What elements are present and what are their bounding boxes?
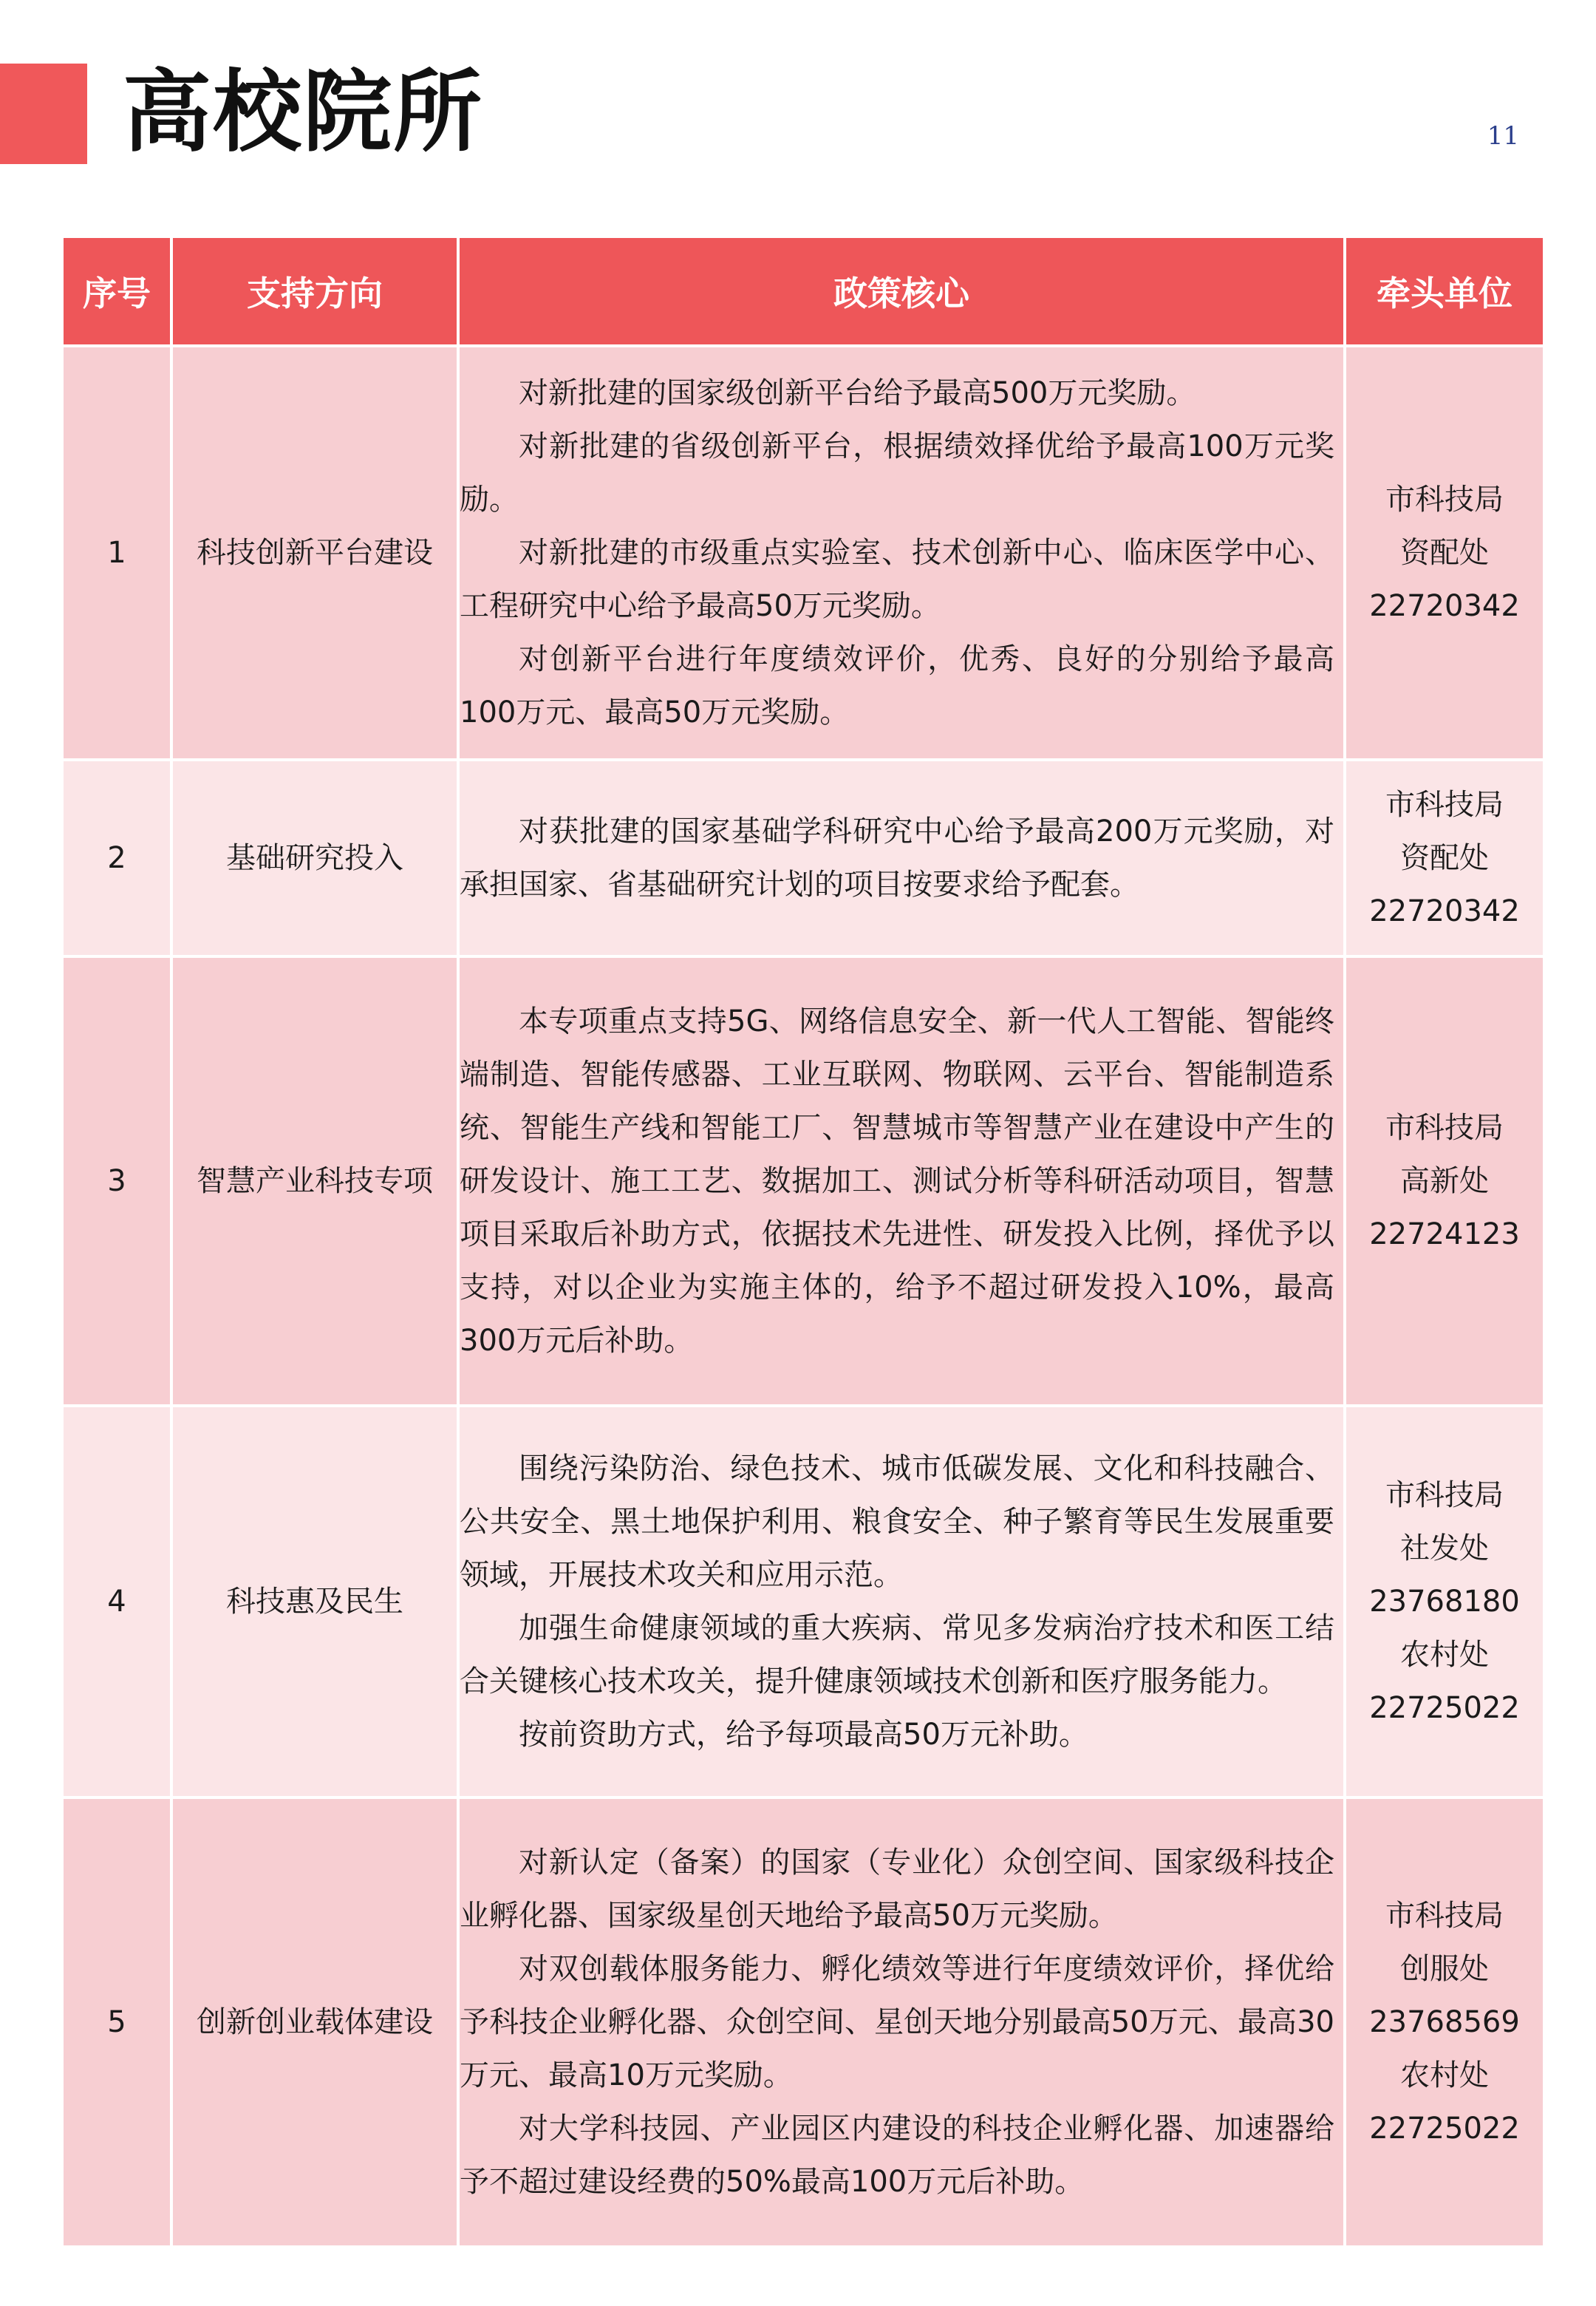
page-number: 11 — [1487, 121, 1519, 151]
row-number: 4 — [62, 1406, 171, 1797]
title-accent-bar — [0, 64, 87, 164]
policy-paragraph: 对新认定（备案）的国家（专业化）众创空间、国家级科技企业孵化器、国家级星创天地给予最高50万元奖励。 — [460, 1846, 1334, 1933]
unit-line: 高新处 — [1400, 1164, 1489, 1198]
policy-core — [458, 760, 1345, 956]
policy-paragraph: 对新批建的省级创新平台，根据绩效择优给予最高100万元奖励。 — [460, 429, 1334, 517]
table-row — [62, 1797, 1544, 2247]
support-direction: 科技创新平台建设 — [171, 346, 458, 760]
unit-line: 市科技局 — [1385, 483, 1504, 517]
lead-unit — [1345, 760, 1544, 956]
support-direction: 基础研究投入 — [171, 760, 458, 956]
unit-line: 23768569 — [1369, 2005, 1520, 2039]
policy-paragraph: 按前资助方式，给予每项最高50万元补助。 — [519, 1718, 1088, 1752]
policy-paragraph: 对新批建的国家级创新平台给予最高500万元奖励。 — [519, 376, 1196, 410]
row-number: 3 — [62, 956, 171, 1406]
unit-line: 社发处 — [1400, 1531, 1489, 1565]
policy-paragraph: 对双创载体服务能力、孵化绩效等进行年度绩效评价，择优给予科技企业孵化器、众创空间、星创天地分别最高50万元、最高30万元、最高10万元奖励。 — [460, 1952, 1334, 2092]
lead-unit — [1345, 346, 1544, 760]
policy-paragraph: 本专项重点支持5G、网络信息安全、新一代人工智能、智能终端制造、智能传感器、工业互联网、物联网、云平台、智能制造系统、智能生产线和智能工厂、智慧城市等智慧产业在建设中产生的研发设计、施工工艺、数据加工、测试分析等科研活动项目，智慧项目采取后补助方式，依据技术先进性、研发投入比例，择优予以支持，对以企业为实施主体的，给予不超过研发投入10%，最高300万元后补助。 — [460, 1004, 1334, 1358]
policy-core — [458, 346, 1345, 760]
policy-paragraph: 加强生命健康领域的重大疾病、常见多发病治疗技术和医工结合关键核心技术攻关，提升健康领域技术创新和医疗服务能力。 — [460, 1611, 1334, 1698]
unit-line: 农村处 — [1400, 1638, 1489, 1672]
support-direction: 科技惠及民生 — [171, 1406, 458, 1797]
unit-line: 资配处 — [1400, 841, 1489, 875]
page-title: 高校院所 — [123, 61, 483, 164]
support-direction: 智慧产业科技专项 — [171, 956, 458, 1406]
support-direction: 创新创业载体建设 — [171, 1797, 458, 2247]
unit-line: 22720342 — [1369, 894, 1520, 928]
unit-line: 农村处 — [1400, 2058, 1489, 2092]
row-number: 1 — [62, 346, 171, 760]
header-core: 政策核心 — [458, 237, 1345, 346]
lead-unit — [1345, 1797, 1544, 2247]
policy-core — [458, 956, 1345, 1406]
unit-line: 市科技局 — [1385, 1111, 1504, 1145]
table-row — [62, 760, 1544, 956]
row-number: 2 — [62, 760, 171, 956]
unit-line: 22724123 — [1369, 1217, 1520, 1251]
unit-line: 创服处 — [1400, 1952, 1489, 1986]
lead-unit — [1345, 956, 1544, 1406]
lead-unit — [1345, 1406, 1544, 1797]
unit-line: 22720342 — [1369, 589, 1520, 623]
row-number: 5 — [62, 1797, 171, 2247]
policy-table — [61, 235, 1546, 2248]
header-no: 序号 — [62, 237, 171, 346]
unit-line: 市科技局 — [1385, 1478, 1504, 1512]
header-unit: 牵头单位 — [1345, 237, 1544, 346]
policy-paragraph: 对创新平台进行年度绩效评价，优秀、良好的分别给予最高100万元、最高50万元奖励。 — [460, 642, 1334, 729]
table-header-row — [62, 237, 1544, 346]
unit-line: 资配处 — [1400, 536, 1489, 570]
policy-core — [458, 1406, 1345, 1797]
policy-paragraph: 围绕污染防治、绿色技术、城市低碳发展、文化和科技融合、公共安全、黑土地保护利用、粮食安全、种子繁育等民生发展重要领域，开展技术攻关和应用示范。 — [460, 1452, 1334, 1592]
table-row — [62, 956, 1544, 1406]
table-row — [62, 346, 1544, 760]
unit-line: 22725022 — [1369, 1691, 1520, 1725]
unit-line: 市科技局 — [1385, 788, 1504, 822]
unit-line: 市科技局 — [1385, 1899, 1504, 1933]
table-row — [62, 1406, 1544, 1797]
policy-paragraph: 对大学科技园、产业园区内建设的科技企业孵化器、加速器给予不超过建设经费的50%最高100万元后补助。 — [460, 2112, 1334, 2199]
header-direction: 支持方向 — [171, 237, 458, 346]
policy-paragraph: 对获批建的国家基础学科研究中心给予最高200万元奖励，对承担国家、省基础研究计划的项目按要求给予配套。 — [460, 814, 1334, 902]
unit-line: 22725022 — [1369, 2112, 1520, 2146]
policy-core — [458, 1797, 1345, 2247]
unit-line: 23768180 — [1369, 1585, 1520, 1619]
policy-paragraph: 对新批建的市级重点实验室、技术创新中心、临床医学中心、工程研究中心给予最高50万元奖励。 — [460, 536, 1334, 623]
